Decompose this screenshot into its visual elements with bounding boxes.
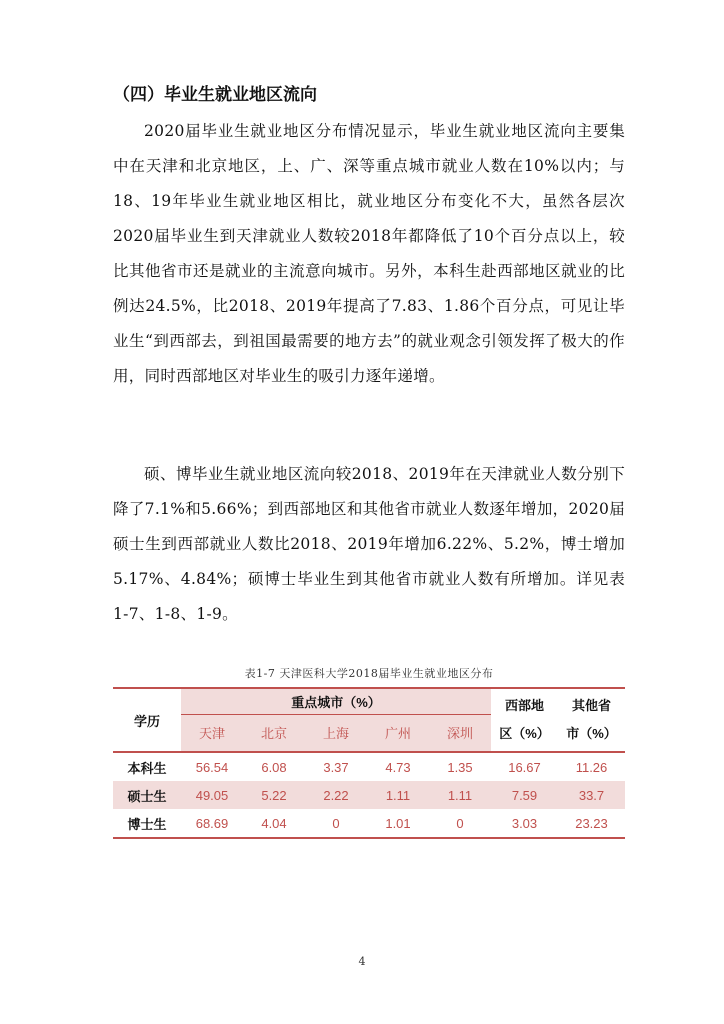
cell: 1.35 [429,752,491,781]
cell: 23.23 [558,809,625,838]
cell: 3.03 [491,809,558,838]
cell: 1.11 [447,787,473,803]
paragraph: 2020届毕业生就业地区分布情况显示，毕业生就业地区流向主要集中在天津和北京地区，上、广、深等重点城市就业人数在10%以内；与18、19年毕业生就业地区相比，就业地区分布变化不大，虽然各层次2020届毕业生到天津就业人数较2018年都降低了10个百分点以上，较比其他省市还是就业的主流意向城市。另外，本科生赴西部地区就业的比例达24.5%，比2018、2019年提高了7.83、1.86个百分点，可见让毕业生“到西部去，到祖国最需要的地方去”的就业观念引领发挥了极大的作用，同时西部地区对毕业生的吸引力逐年递增。 [113,122,625,385]
cell: 16.67 [491,752,558,781]
cell: 1.01 [367,809,429,838]
header-west-line1: 西部地 [504,698,544,713]
page-number: 4 [358,955,366,968]
cell: 4.73 [367,752,429,781]
row-label: 博士生 [113,809,181,838]
cell: 56.54 [181,752,243,781]
table-caption: 表1-7 天津医科大学2018届毕业生就业地区分布 [244,667,494,680]
cell: 11.26 [558,752,625,781]
paragraph: 硕、博毕业生就业地区流向较2018、2019年在天津就业人数分别下降了7.1%和5.66%；到西部地区和其他省市就业人数逐年增加，2020届硕士生到西部就业人数比2018、2019年增加6.22%、5.2%，博士增加5.17%、4.84%；硕博士毕业生到其他省市就业人数有所增加。详见表1-7、1-8、1-9。 [113,465,625,623]
section-heading: （四）毕业生就业地区流向 [113,85,317,105]
table-row [113,781,625,809]
table-row [113,809,625,838]
header-west-line2: 区（%） [499,726,550,741]
row-label: 本科生 [113,752,181,781]
city-tianjin: 天津 [181,714,243,752]
cell: 5.22 [261,787,287,803]
table-row [113,752,625,781]
row-label: 硕士生 [127,788,167,804]
cell: 49.05 [195,787,229,803]
cell: 4.04 [243,809,305,838]
city-shenzhen: 深圳 [429,714,491,752]
header-west [491,688,558,752]
cell: 68.69 [181,809,243,838]
header-other-line2: 市（%） [566,726,617,741]
cell: 7.59 [511,787,538,803]
header-other [558,688,625,752]
cell: 1.11 [385,787,411,803]
cell: 33.7 [578,787,605,803]
cell: 0 [429,809,491,838]
header-other-line1: 其他省 [571,698,611,713]
table-header-row [113,688,625,714]
cell: 3.37 [305,752,367,781]
header-key-cities: 重点城市（%） [181,688,491,714]
cell: 2.22 [323,787,349,803]
city-shanghai: 上海 [305,714,367,752]
city-guangzhou: 广州 [367,714,429,752]
cell: 0 [305,809,367,838]
city-beijing: 北京 [243,714,305,752]
header-degree: 学历 [113,688,181,752]
cell: 6.08 [243,752,305,781]
employment-region-table [113,687,625,839]
